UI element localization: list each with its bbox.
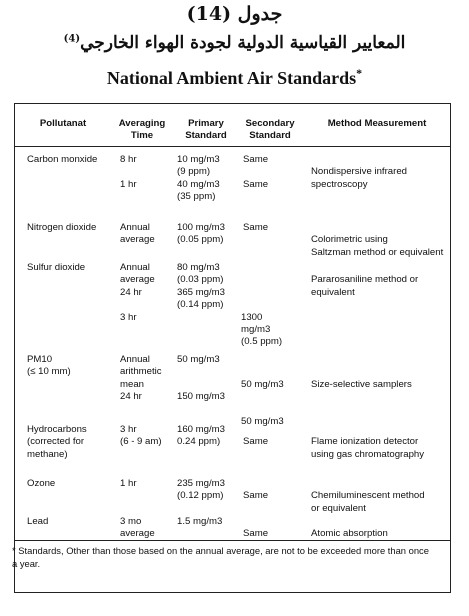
cell-pollutant: Carbon monxide [27,154,98,165]
header-averaging-time: Averaging Time [118,118,166,142]
header-primary-standard: Primary Standard [185,118,227,142]
cell-secondary: Same Same [243,154,269,190]
header-method-measurement: Method Measurement [327,118,427,129]
cell-method: Nondispersive infrared spectroscopy [311,166,407,190]
cell-primary: 160 mg/m3 0.24 ppm) [177,424,225,448]
header-secondary-standard: Secondary Standard [245,118,295,142]
cell-primary: 100 mg/m3 (0.05 ppm) [177,222,225,246]
cell-method: Atomic absorption [311,528,388,540]
standards-table [14,103,451,593]
cell-method: Colorimetric using Saltzman method or equivalent [311,234,444,258]
arabic-title-text: المعايير القياسية الدولية لجودة الهواء الخارجي [80,33,406,53]
table-footnote: * Standards, Other than those based on the annual average, are not to be exceeded more than once a year. [12,545,429,569]
footnote-mark: * [356,66,363,80]
cell-secondary: 1300 mg/m3 (0.5 ppm) [241,311,283,348]
cell-averaging: 3 hr (6 - 9 am) [120,424,162,448]
cell-method: Chemiluminescent method or equivalent [311,490,425,514]
cell-primary: 80 mg/m3 (0.03 ppm) 365 mg/m3 (0.14 ppm) [177,262,225,311]
cell-averaging: 1 hr [120,478,137,489]
cell-pollutant: Hydrocarbons (corrected for methane) [27,424,87,460]
cell-method: Pararosaniline method or equivalent [311,274,419,298]
cell-averaging: Annual arithmetic mean 24 hr [120,354,162,403]
cell-pollutant: Nitrogen dioxide [27,222,97,233]
cell-secondary: Same [243,490,269,502]
english-title-text: National Ambient Air Standards [106,68,357,88]
cell-secondary: Same [243,222,269,233]
arabic-reference: (4) [63,33,81,45]
cell-secondary: 50 mg/m3 50 mg/m3 [241,378,284,428]
cell-pollutant: Sulfur dioxide [27,262,86,273]
english-title [0,66,469,89]
header-divider [15,146,450,147]
arabic-title [0,33,469,53]
cell-primary: 50 mg/m3 150 mg/m3 [177,354,225,403]
arabic-table-number: جدول (14) [186,3,283,25]
cell-averaging: Annual average 24 hr 3 hr [120,262,155,323]
cell-pollutant: Ozone [27,478,56,489]
cell-pollutant: PM10 (≤ 10 mm) [27,354,71,378]
cell-averaging: 3 mo average [120,516,155,540]
cell-secondary: Same [243,436,269,448]
cell-secondary: Same [243,528,269,540]
cell-averaging: 8 hr 1 hr [120,154,137,190]
cell-method: Size-selective samplers [311,378,412,390]
cell-primary: 235 mg/m3 (0.12 ppm) [177,478,225,502]
cell-pollutant: Lead [27,516,49,527]
cell-primary: 1.5 mg/m3 [177,516,223,527]
header-pollutant: Pollutanat [39,118,87,129]
cell-averaging: Annual average [120,222,155,246]
cell-method: Flame ionization detector using gas chromatography [311,436,425,460]
cell-primary: 10 mg/m3 (9 ppm) 40 mg/m3 (35 ppm) [177,154,220,203]
